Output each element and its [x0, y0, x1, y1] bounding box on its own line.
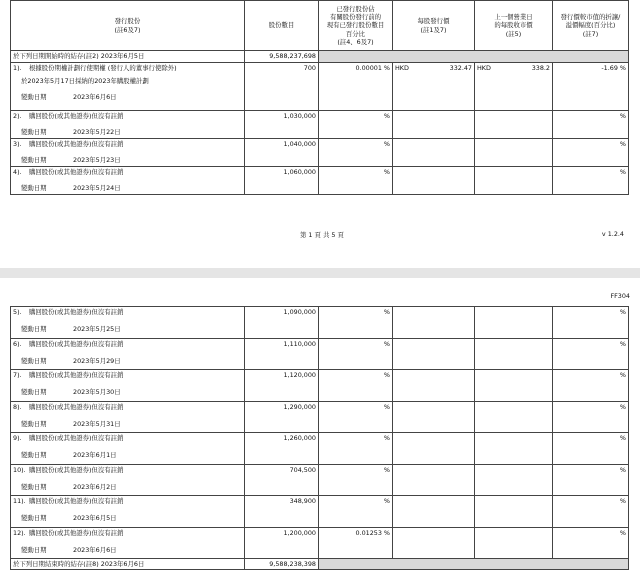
row-number: 11).: [13, 497, 26, 505]
currency: HKD: [477, 64, 491, 72]
opening-balance-row: [11, 51, 629, 63]
row-description: 購回股份(或其他證券)但沒有註銷: [29, 402, 124, 411]
row-number: 6).: [13, 339, 22, 348]
issue-price: 332.47: [449, 64, 472, 72]
change-date: 2023年5月25日: [73, 325, 121, 333]
page-separator: [0, 268, 640, 278]
change-date-label: 變動日期: [21, 93, 47, 101]
opening-balance-label: 於下列日期開始時的結存(註2) 2023年6月5日: [11, 51, 245, 63]
closing-balance-label: 於下列日期結束時的結存(註8) 2023年6月6日: [11, 559, 245, 570]
header-percentage: 已發行股份佔 有關股份發行前的 現有已發行股份數目 百分比 (註4、6及7): [319, 1, 393, 51]
row-description: 購回股份(或其他證券)但沒有註銷: [29, 371, 124, 379]
change-date-label: 變動日期: [21, 419, 47, 428]
discount: %: [553, 496, 629, 528]
discount: %: [553, 464, 629, 496]
row-number: 12).: [13, 528, 26, 537]
row-number: 8).: [13, 402, 22, 411]
table-row: [11, 307, 629, 339]
share-count: 1,110,000: [245, 338, 319, 370]
form-page-2: [0, 278, 640, 583]
discount: %: [553, 338, 629, 370]
row-description: 購回股份(或其他證券)但沒有註銷: [29, 497, 124, 505]
change-date: 2023年6月6日: [73, 93, 117, 101]
change-date: 2023年6月2日: [73, 482, 117, 491]
table-row: [11, 370, 629, 402]
share-issue-table-page1: [10, 0, 629, 195]
percentage: %: [319, 307, 393, 339]
table-row: [11, 338, 629, 370]
header-closing-price: 上一個營業日 的每股收市價 (註5): [475, 1, 553, 51]
row-number: 5).: [13, 308, 22, 316]
row-description: 購回股份(或其他證券)但沒有註銷: [29, 339, 124, 348]
percentage: %: [319, 338, 393, 370]
table-row: [11, 63, 629, 111]
discount: -1.69 %: [553, 63, 629, 111]
change-date-label: 變動日期: [21, 545, 47, 554]
share-issue-table-page2: [10, 306, 629, 570]
share-count: 1,090,000: [245, 307, 319, 339]
change-date-label: 變動日期: [21, 388, 47, 396]
percentage: %: [319, 464, 393, 496]
opening-balance-shares: 9,588,237,698: [245, 51, 319, 63]
change-date: 2023年5月30日: [73, 388, 121, 396]
header-issued-shares: 發行股份 (註6及7): [11, 1, 245, 51]
table-row: [11, 496, 629, 528]
share-count: 1,260,000: [245, 433, 319, 465]
discount: %: [553, 527, 629, 559]
change-date: 2023年5月29日: [73, 356, 121, 365]
row-description: 購回股份(或其他證券)但沒有註銷: [29, 465, 124, 474]
table-row: [11, 464, 629, 496]
percentage: %: [319, 370, 393, 402]
table-row: 3). 購回股份(或其他證券)但沒有註銷 變動日期 2023年5月23日 1,040,000 % %: [11, 139, 629, 167]
row-description: 購回股份(或其他證券)但沒有註銷: [29, 308, 124, 316]
percentage: %: [319, 401, 393, 433]
share-count: 1,120,000: [245, 370, 319, 402]
percentage: %: [319, 433, 393, 465]
table-row: 2). 購回股份(或其他證券)但沒有註銷 變動日期 2023年5月22日 1,030,000 % %: [11, 111, 629, 139]
plan-name: 於2023年5月17日採納的2023年購股權計劃: [21, 77, 149, 85]
table-row: [11, 527, 629, 559]
table-row: [11, 433, 629, 465]
row-description: 購回股份(或其他證券)但沒有註銷: [29, 528, 124, 537]
percentage: 0.00001 %: [319, 63, 393, 111]
closing-balance-shares: 9,588,238,398: [245, 559, 319, 570]
row-description: 根據股份期權計劃行使期權 (發行人的董事行使除外): [29, 64, 177, 72]
header-issue-price: 每股發行價 (註1及7): [393, 1, 475, 51]
change-date: 2023年6月6日: [73, 545, 117, 554]
row-number: 9).: [13, 434, 22, 442]
change-date-label: 變動日期: [21, 356, 47, 365]
currency: HKD: [395, 64, 409, 72]
discount: %: [553, 401, 629, 433]
header-share-count: 股份數目: [245, 1, 319, 51]
change-date-label: 變動日期: [21, 482, 47, 491]
change-date: 2023年6月5日: [73, 514, 117, 522]
row-description: 購回股份(或其他證券)但沒有註銷: [29, 434, 124, 442]
share-count: 704,500: [245, 464, 319, 496]
percentage: 0.01253 %: [319, 527, 393, 559]
form-code: FF304: [610, 292, 630, 300]
discount: %: [553, 370, 629, 402]
discount: %: [553, 307, 629, 339]
row-number: 10).: [13, 465, 26, 474]
table-row: 4). 購回股份(或其他證券)但沒有註銷 變動日期 2023年5月24日 1,060,000 % %: [11, 167, 629, 195]
change-date-label: 變動日期: [21, 451, 47, 459]
closing-price: 338.2: [531, 64, 550, 72]
change-date-label: 變動日期: [21, 325, 47, 333]
table-header-row: [11, 1, 629, 51]
page-number: 第 1 頁 共 5 頁: [300, 231, 344, 239]
table-row: [11, 401, 629, 433]
closing-balance-row: [11, 559, 629, 570]
change-date: 2023年6月1日: [73, 451, 117, 459]
change-date-label: 變動日期: [21, 514, 47, 522]
form-version: v 1.2.4: [601, 230, 624, 238]
share-count: 1,290,000: [245, 401, 319, 433]
share-count: 1,200,000: [245, 527, 319, 559]
change-date: 2023年5月31日: [73, 419, 121, 428]
share-count: 700: [245, 63, 319, 111]
share-count: 348,900: [245, 496, 319, 528]
row-number: 7).: [13, 371, 22, 379]
discount: %: [553, 433, 629, 465]
row-number: 1).: [13, 64, 22, 72]
header-discount: 發行價較市值的折讓/ 溢價幅度(百分比) (註7): [553, 1, 629, 51]
percentage: %: [319, 496, 393, 528]
form-page-1: [0, 0, 640, 268]
